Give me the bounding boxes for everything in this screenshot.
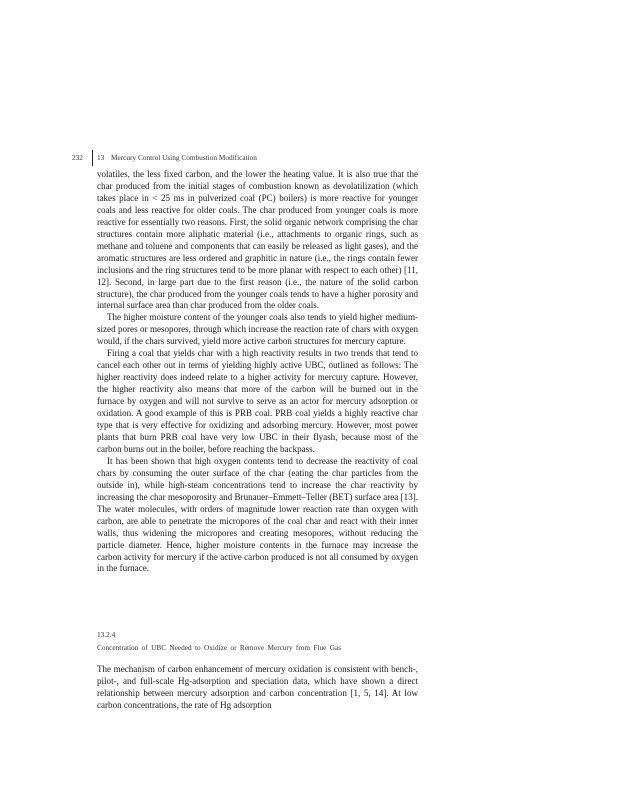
page-number: 232 [72,153,83,162]
paragraph: volatiles, the less fixed carbon, and the lower the heating value. It is also true that the char produced from the initial stages of combustion known as devolatilization (which takes place in < 25 ms in pulverized coal (PC) boilers) is more reactive for younger coals and less reactive for older coals. The char produced from younger coals is more reactive for essentially two reasons. First, the solid organic network comprising the char structures contain more aliphatic material (i.e., attachments to organic rings, such as methane and toluene and components that can easily be released as light gases), and the aromatic structures are less ordered and graphitic in nature (i.e., the rings contain fewer inclusions and the ring structures tend to be more planar with respect to each other) [11, 12]. Second, in large part due to the first reason (i.e., the nature of the solid carbon structure), the char produced from the younger coals tends to have a higher porosity and internal surface area than char produced from the older coals. [97,169,418,311]
section-heading [97,629,427,654]
paragraph: The mechanism of carbon enhancement of mercury oxidation is consistent with bench-, pilot-, and full-scale Hg-adsorption and speciation data, which have shown a direct relationship between mercury adsorption and carbon concentration [1, 5, 14]. At low carbon concentrations, the rate of Hg adsorption [97,664,418,711]
paragraph: Firing a coal that yields char with a high reactivity results in two trends that tend to cancel each other out in terms of yielding highly active UBC, outlined as follows: The higher reactivity does indeed relate to a higher activity for mercury capture. However, the higher reactivity also means that more of the carbon will be burned out in the furnace by oxygen and will not survive to serve as an actor for mercury adsorption or oxidation. A good example of this is PRB coal. PRB coal yields a highly reactive char type that is very effective for oxidizing and adsorbing mercury. However, most power plants that burn PRB coal have very low UBC in their flyash, because most of the carbon burns out in the boiler, before reaching the backpass. [97,348,418,454]
paragraph: The higher moisture content of the younger coals also tends to yield higher medium-sized pores or mesopores, through which increase the reaction rate of chars with oxygen would, if the chars survived, yield more active carbon structures for mercury capture. [97,312,418,347]
header-rule [92,150,93,166]
chapter-number: 13 [97,153,105,162]
section-body-text [97,663,418,711]
paragraph: It has been shown that high oxygen contents tend to decrease the reactivity of coal chars by consuming the outer surface of the char (eating the char particles from the outside in), while high-steam concentrations tend to increase the char reactivity by increasing the char mesoporosity and Brunauer–Emmett–Teller (BET) surface area [13]. The water molecules, with orders of magnitude lower reaction rate than oxygen with carbon, are able to penetrate the micropores of the coal char and react with their inner walls, thus widening the micropores and creating mesopores, without reducing the particle diameter. Hence, higher moisture contents in the furnace may increase the carbon activity for mercury if the active carbon produced is not all consumed by oxygen in the furnace. [97,455,418,574]
chapter-title: Mercury Control Using Combustion Modification [111,153,257,162]
body-text [97,169,418,575]
section-title: Concentration of UBC Needed to Oxidize or Remove Mercury from Flue Gas [97,642,342,652]
section-number: 13.2.4 [97,630,116,639]
running-header [72,150,422,166]
